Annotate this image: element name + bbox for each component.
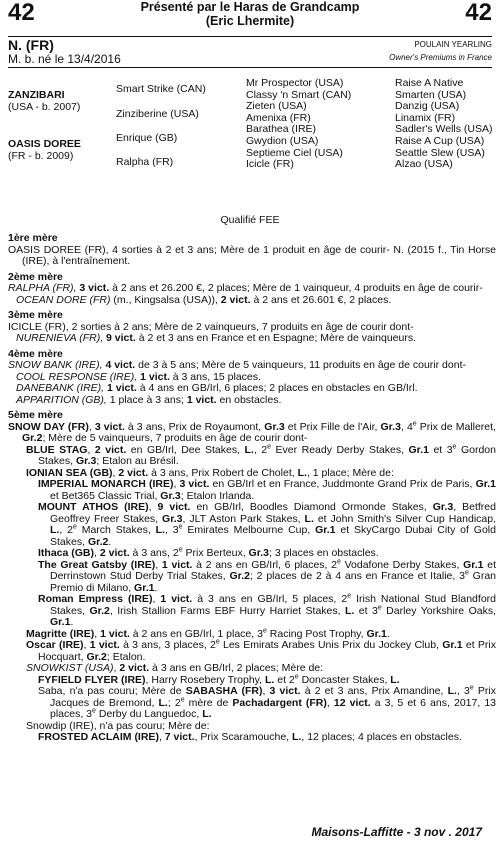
dam-block [8, 139, 81, 162]
gen3-item: Barathea (IRE) [246, 123, 317, 136]
gen2-sire-dam: Zinziberine (USA) [116, 108, 199, 120]
paragraph: ICICLE (FR), 2 sorties à 2 ans; Mère de 2 vainqueurs, 7 produits en âge de courir dont- [8, 320, 414, 333]
paragraph: Magritte (IRE), 1 vict. à 2 ans en GB/Irl, 1 place, 3e Racing Post Trophy, Gr.1. [26, 627, 390, 640]
header-divider [8, 36, 492, 37]
paragraph: Ithaca (GB), 2 vict. à 3 ans, 2e Prix Berteux, Gr.3; 3 places en obstacles. [38, 546, 379, 559]
sire-origin: (USA - b. 2007) [8, 100, 81, 113]
gen4-item: Alzao (USA) [395, 158, 453, 171]
gen4-item: Danzig (USA) [395, 100, 460, 113]
paragraph: The Great Gatsby (IRE), 1 vict. à 2 ans en GB/Irl, 6 places, 2e Vodafone Derby Stakes, Gr.1 et Derrinstown Stud Derby Trial Stakes, Gr.2; 2 places de 2 à 4 ans en France et Italie, 3e Gran Premio di Milano, Gr.1. [38, 558, 496, 594]
sale-location-date: Maisons-Laffitte - 3 nov . 2017 [311, 824, 482, 839]
section-title-3: 3ème mère [8, 309, 63, 321]
paragraph: MOUNT ATHOS (IRE), 9 vict. en GB/Irl, Boodles Diamond Ormonde Stakes, Gr.3, Betfred Geoffrey Freer Stakes, Gr.3, JLT Aston Park Stakes, L. et John Smith's Silver Cup Handicap, L., 2e March Stakes, L., 3e Emirates Melbourne Cup, Gr.1 et SkyCargo Dubai City of Gold Stakes, Gr.2. [38, 501, 496, 548]
gen3-item: Septieme Ciel (USA) [246, 146, 343, 159]
horse-name: N. (FR) [8, 37, 54, 53]
sire-name: ZANZIBARI [8, 89, 65, 101]
paragraph: IMPERIAL MONARCH (IRE), 3 vict. en GB/Irl et en France, Juddmonte Grand Prix de Paris, Gr.1 et Bet365 Classic Trial, Gr.3; Etalon Irlanda. [38, 478, 496, 502]
consignor-line2: (Eric Lhermite) [205, 14, 295, 28]
gen2-sire-sire: Smart Strike (CAN) [116, 83, 206, 95]
consignor-header [90, 0, 410, 28]
paragraph: BLUE STAG, 2 vict. en GB/Irl, Dee Stakes, L., 2e Ever Ready Derby Stakes, Gr.1 et 3e Gordon Stakes, Gr.3; Etalon au Brésil. [26, 443, 496, 467]
paragraph: DANEBANK (IRE), 1 vict. à 4 ans en GB/Irl, 6 places; 2 places en obstacles en GB/Irl. [16, 382, 418, 394]
paragraph: Roman Empress (IRE), 1 vict. à 3 ans en GB/Irl, 5 places, 2e Irish National Stud Blandford Stakes, Gr.2, Irish Stallion Farms EBF Hurry Harriet Stakes, L. et 3e Darley Yorkshire Oaks, Gr.1. [38, 592, 497, 628]
gen3-item: Mr Prospector (USA) [246, 77, 344, 89]
paragraph: FYFIELD FLYER (IRE), Harry Rosebery Trophy, L. et 2e Doncaster Stakes, L. [38, 673, 400, 686]
owner-premium: Owner's Premiums in France [389, 53, 492, 62]
paragraph: Snowdip (IRE), n'a pas couru; Mère de: [26, 719, 210, 732]
paragraph: FROSTED ACLAIM (IRE), 7 vict., Prix Scaramouche, L., 12 places; 4 places en obstacles. [38, 731, 462, 743]
gen3-item: Icicle (FR) [246, 158, 294, 171]
gen4-item: Smarten (USA) [395, 88, 467, 101]
section-title-1: 1ère mère [8, 232, 58, 244]
paragraph: SNOW BANK (IRE), 4 vict. de 3 à 5 ans; Mère de 5 vainqueurs, 11 produits en âge de courir dont- [8, 359, 466, 371]
gen4-item: Raise A Cup (USA) [395, 134, 485, 147]
pedigree-divider [8, 67, 492, 68]
gen3-item: Amenixa (FR) [246, 111, 311, 124]
section-title-4: 4ème mère [8, 347, 63, 360]
dam-name: OASIS DOREE [8, 138, 81, 150]
gen4-item: Seattle Slew (USA) [395, 146, 485, 159]
gen2-dam-sire: Enrique (GB) [116, 132, 178, 144]
horse-category: POULAIN YEARLING [414, 40, 492, 49]
gen3-item: Gwydion (USA) [246, 134, 319, 147]
paragraph: NURENIEVA (FR), 9 vict. à 2 et 3 ans en France et en Espagne; Mère de vainqueurs. [16, 332, 417, 344]
paragraph: SNOWKIST (USA), 2 vict. à 3 ans en GB/Irl, 2 places; Mère de: [26, 662, 324, 674]
section-title-2: 2ème mère [8, 270, 63, 283]
family-body [8, 229, 496, 744]
lot-number-left: 42 [8, 0, 35, 26]
paragraph: COOL RESPONSE (IRE), 1 vict. à 3 ans, 15 places. [16, 370, 261, 383]
gen4-item: Linamix (FR) [395, 111, 456, 124]
gen4-item: Raise A Native [395, 77, 464, 89]
horse-description: M. b. né le 13/4/2016 [8, 52, 121, 66]
dam-origin: (FR - b. 2009) [8, 149, 74, 162]
gen3-column [246, 78, 351, 171]
gen2-dam-dam: Ralpha (FR) [116, 156, 174, 168]
paragraph: Saba, n'a pas couru; Mère de SABASHA (FR), 3 vict. à 2 et 3 ans, Prix Amandine, L., 3e Prix Jacques de Bremond, L.; 2e mère de Pachadargent (FR), 12 vict. a 3, 5 et 6 ans, 2017, 13 places, 3e Derby du Languedoc, L. [38, 684, 497, 720]
consignor-line1: Présenté par le Haras de Grandcamp [140, 0, 360, 14]
gen4-column [395, 78, 493, 171]
lot-number-right: 42 [465, 0, 492, 26]
paragraph: SNOW DAY (FR), 3 vict. à 3 ans, Prix de Royaumont, Gr.3 et Prix Fille de l'Air, Gr.3, 4e Prix de Malleret, Gr.2; Mère de 5 vainqueurs, 7 produits en âge de courir dont- [8, 420, 496, 444]
paragraph: RALPHA (FR), 3 vict. à 2 ans et 26.200 €, 2 places; Mère de 1 vainqueur, 4 produits en âge de courir- [8, 282, 483, 294]
gen3-item: Zieten (USA) [246, 100, 307, 113]
paragraph: IONIAN SEA (GB), 2 vict. à 3 ans, Prix Robert de Cholet, L., 1 place; Mère de: [26, 466, 394, 479]
paragraph: OASIS DOREE (FR), 4 sorties à 2 et 3 ans; Mère de 1 produit en âge de courir- N. (2015 f., Tin Horse (IRE), à l'entraînement. [8, 243, 496, 267]
paragraph: APPARITION (GB), 1 place à 3 ans; 1 vict. en obstacles. [16, 393, 282, 406]
gen4-item: Sadler's Wells (USA) [395, 123, 493, 136]
gen3-item: Classy 'n Smart (CAN) [246, 88, 352, 101]
paragraph: Oscar (IRE), 1 vict. à 3 ans, 3 places, 2e Les Emirats Arabes Unis Prix du Jockey Club, Gr.1 et Prix Hocquart, Gr.2; Etalon. [26, 638, 497, 663]
paragraph: OCEAN DORE (FR) (m., Kingsalsa (USA)), 2 vict. à 2 ans et 26.601 €, 2 places. [16, 293, 392, 306]
section-title-5: 5ème mère [8, 409, 63, 421]
sire-block [8, 90, 80, 113]
qualification: Qualifié FEE [220, 214, 280, 226]
